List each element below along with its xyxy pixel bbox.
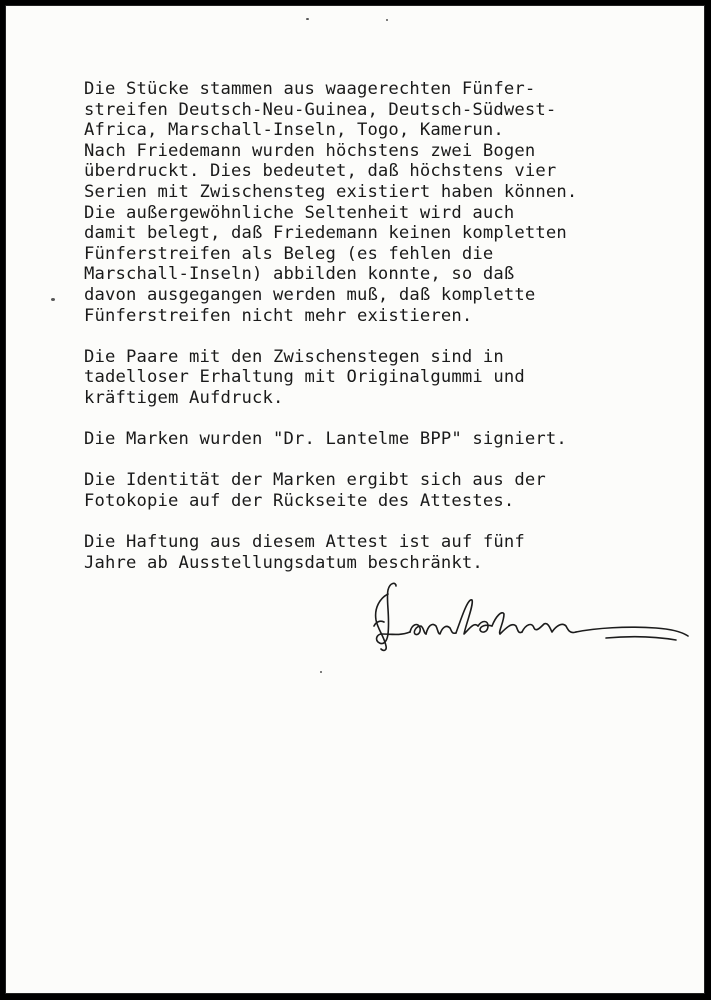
text-line: Die Marken wurden "Dr. Lantelme BPP" signiert. (84, 429, 567, 450)
document-page (5, 5, 705, 994)
text-line: davon ausgegangen werden muß, daß komplette (84, 284, 536, 305)
text-line: streifen Deutsch-Neu-Guinea, Deutsch-Südwest- (84, 99, 557, 120)
text-line: Die Identität der Marken ergibt sich aus der (84, 470, 546, 491)
text-line: damit belegt, daß Friedemann keinen kompletten (84, 223, 567, 244)
scan-speck (320, 671, 322, 673)
paragraph-signed (84, 429, 684, 450)
scan-speck (306, 18, 309, 20)
text-line: Die Haftung aus diesem Attest ist auf fünf (84, 532, 525, 553)
text-line: Nach Friedemann wurden höchstens zwei Bogen (84, 140, 536, 161)
scan-speck (51, 298, 55, 301)
paragraph-liability (84, 532, 684, 573)
text-line: Serien mit Zwischensteg existiert haben können. (84, 181, 578, 202)
text-line: Jahre ab Ausstellungsdatum beschränkt. (84, 552, 483, 573)
text-line: Die außergewöhnliche Seltenheit wird auch (84, 202, 515, 223)
text-line: überdruckt. Dies bedeutet, daß höchstens vier (84, 161, 557, 182)
text-line: Fotokopie auf der Rückseite des Attestes. (84, 490, 515, 511)
text-line: kräftigem Aufdruck. (84, 387, 284, 408)
text-line: Fünferstreifen als Beleg (es fehlen die (84, 243, 494, 264)
text-line: Die Stücke stammen aus waagerechten Fünfer- (84, 79, 536, 99)
paragraph-condition (84, 347, 684, 409)
paragraph-provenance (84, 79, 684, 326)
attest-text (84, 79, 684, 594)
text-line: tadelloser Erhaltung mit Originalgummi und (84, 367, 525, 388)
handwritten-signature (366, 576, 696, 656)
text-line: Africa, Marschall-Inseln, Togo, Kamerun. (84, 120, 504, 141)
paragraph-identity (84, 470, 684, 511)
scan-speck (386, 19, 388, 21)
text-line: Marschall-Inseln) abbilden konnte, so daß (84, 264, 515, 285)
text-line: Die Paare mit den Zwischenstegen sind in (84, 346, 504, 367)
text-line: Fünferstreifen nicht mehr existieren. (84, 305, 473, 326)
